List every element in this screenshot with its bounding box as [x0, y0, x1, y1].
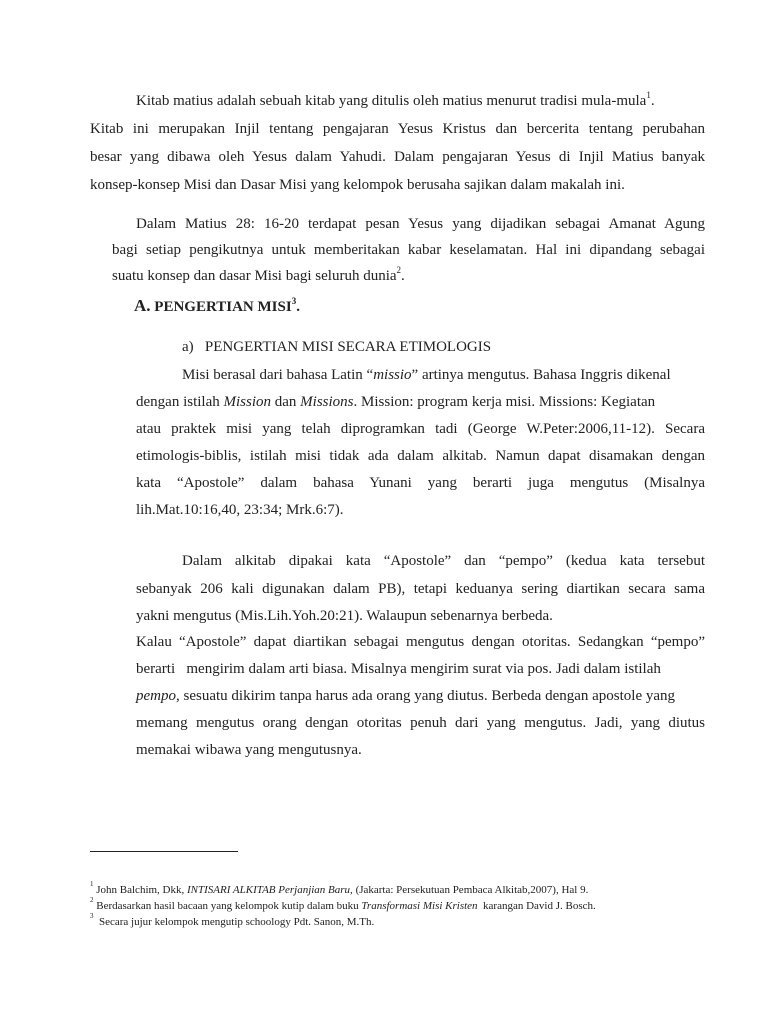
paragraph-3-line-5: kata “Apostole” dalam bahasa Yunani yang berarti juga mengutus (Misalnya — [136, 475, 705, 491]
footnote-2: $^2$ Berdasarkan hasil bacaan yang kelompok kutip dalam buku Transformasi Misi Kristen karangan David J. Bosch. — [90, 896, 596, 912]
footnote-separator — [90, 851, 238, 852]
paragraph-1-line-4: konsep-konsep Misi dan Dasar Misi yang kelompok berusaha sajikan dalam makalah ini. — [90, 177, 625, 193]
paragraph-3-line-3: atau praktek misi yang telah diprogramkan tadi (George W.Peter:2006,11-12). Secara — [136, 421, 705, 437]
paragraph-4-line-1: Dalam alkitab dipakai kata “Apostole” dan “pempo” (kedua kata tersebut — [182, 553, 705, 569]
footnote-ref-3[interactable]: 3 — [291, 296, 297, 306]
paragraph-5-line-4: memang mengutus orang dengan otoritas penuh dari yang mengutus. Jadi, yang diutus — [136, 715, 705, 731]
paragraph-3-line-1: Misi berasal dari bahasa Latin “missio” artinya mengutus. Bahasa Inggris dikenal — [182, 367, 671, 383]
paragraph-3-line-6: lih.Mat.10:16,40, 23:34; Mrk.6:7). — [136, 502, 344, 518]
paragraph-2-line-3: suatu konsep dan dasar Misi bagi seluruh dunia$^2$. — [112, 265, 405, 284]
paragraph-1-line-2: Kitab ini merupakan Injil tentang pengajaran Yesus Kristus dan bercerita tentang perubahan — [90, 121, 705, 137]
paragraph-1-line-3: besar yang dibawa oleh Yesus dalam Yahudi. Dalam pengajaran Yesus di Injil Matius banyak — [90, 149, 705, 165]
footnote-1: $^1$ John Balchim, Dkk, INTISARI ALKITAB Perjanjian Baru, (Jakarta: Persekutuan Pembaca Alkitab,2007), Hal 9. — [90, 880, 589, 896]
paragraph-5-line-3: pempo, sesuatu dikirim tanpa harus ada orang yang diutus. Berbeda dengan apostole yang — [136, 688, 676, 704]
paragraph-3-line-2: dengan istilah Mission dan Missions. Mission: program kerja misi. Missions: Kegiatan — [136, 394, 656, 410]
paragraph-1-line-1: Kitab matius adalah sebuah kitab yang ditulis oleh matius menurut tradisi mula-mula$^1$. — [136, 90, 655, 109]
subsection-heading: a) PENGERTIAN MISI SECARA ETIMOLOGIS — [182, 339, 492, 355]
paragraph-5-line-5: memakai wibawa yang mengutusnya. — [136, 742, 362, 758]
paragraph-2-line-2: bagi setiap pengikutnya untuk memberitakan kabar keselamatan. Hal ini dipandang sebagai — [112, 242, 705, 258]
paragraph-5-line-1: Kalau “Apostole” dapat diartikan sebagai mengutus dengan otoritas. Sedangkan “pempo” — [136, 634, 705, 650]
paragraph-5-line-2: berarti mengirim dalam arti biasa. Misalnya mengirim surat via pos. Jadi dalam istilah — [136, 661, 661, 677]
footnote-3: $^3$ Secara jujur kelompok mengutip schoology Pdt. Sanon, M.Th. — [90, 912, 375, 928]
paragraph-4-line-3: yakni mengutus (Mis.Lih.Yoh.20:21). Walaupun sebenarnya berbeda. — [136, 608, 553, 624]
paragraph-4-line-2: sebanyak 206 kali digunakan dalam PB), tetapi keduanya sering diartikan secara sama — [136, 581, 705, 597]
footnote-ref-2[interactable]: 2 — [396, 265, 402, 275]
paragraph-3-line-4: etimologis-biblis, istilah misi tidak ada dalam alkitab. Namun dapat disamakan dengan — [136, 448, 705, 464]
paragraph-2-line-1: Dalam Matius 28: 16-20 terdapat pesan Yesus yang dijadikan sebagai Amanat Agung — [136, 216, 705, 232]
section-heading-a: A. PENGERTIAN MISI$^3$. — [134, 296, 300, 315]
footnote-ref-1[interactable]: 1 — [646, 90, 651, 100]
